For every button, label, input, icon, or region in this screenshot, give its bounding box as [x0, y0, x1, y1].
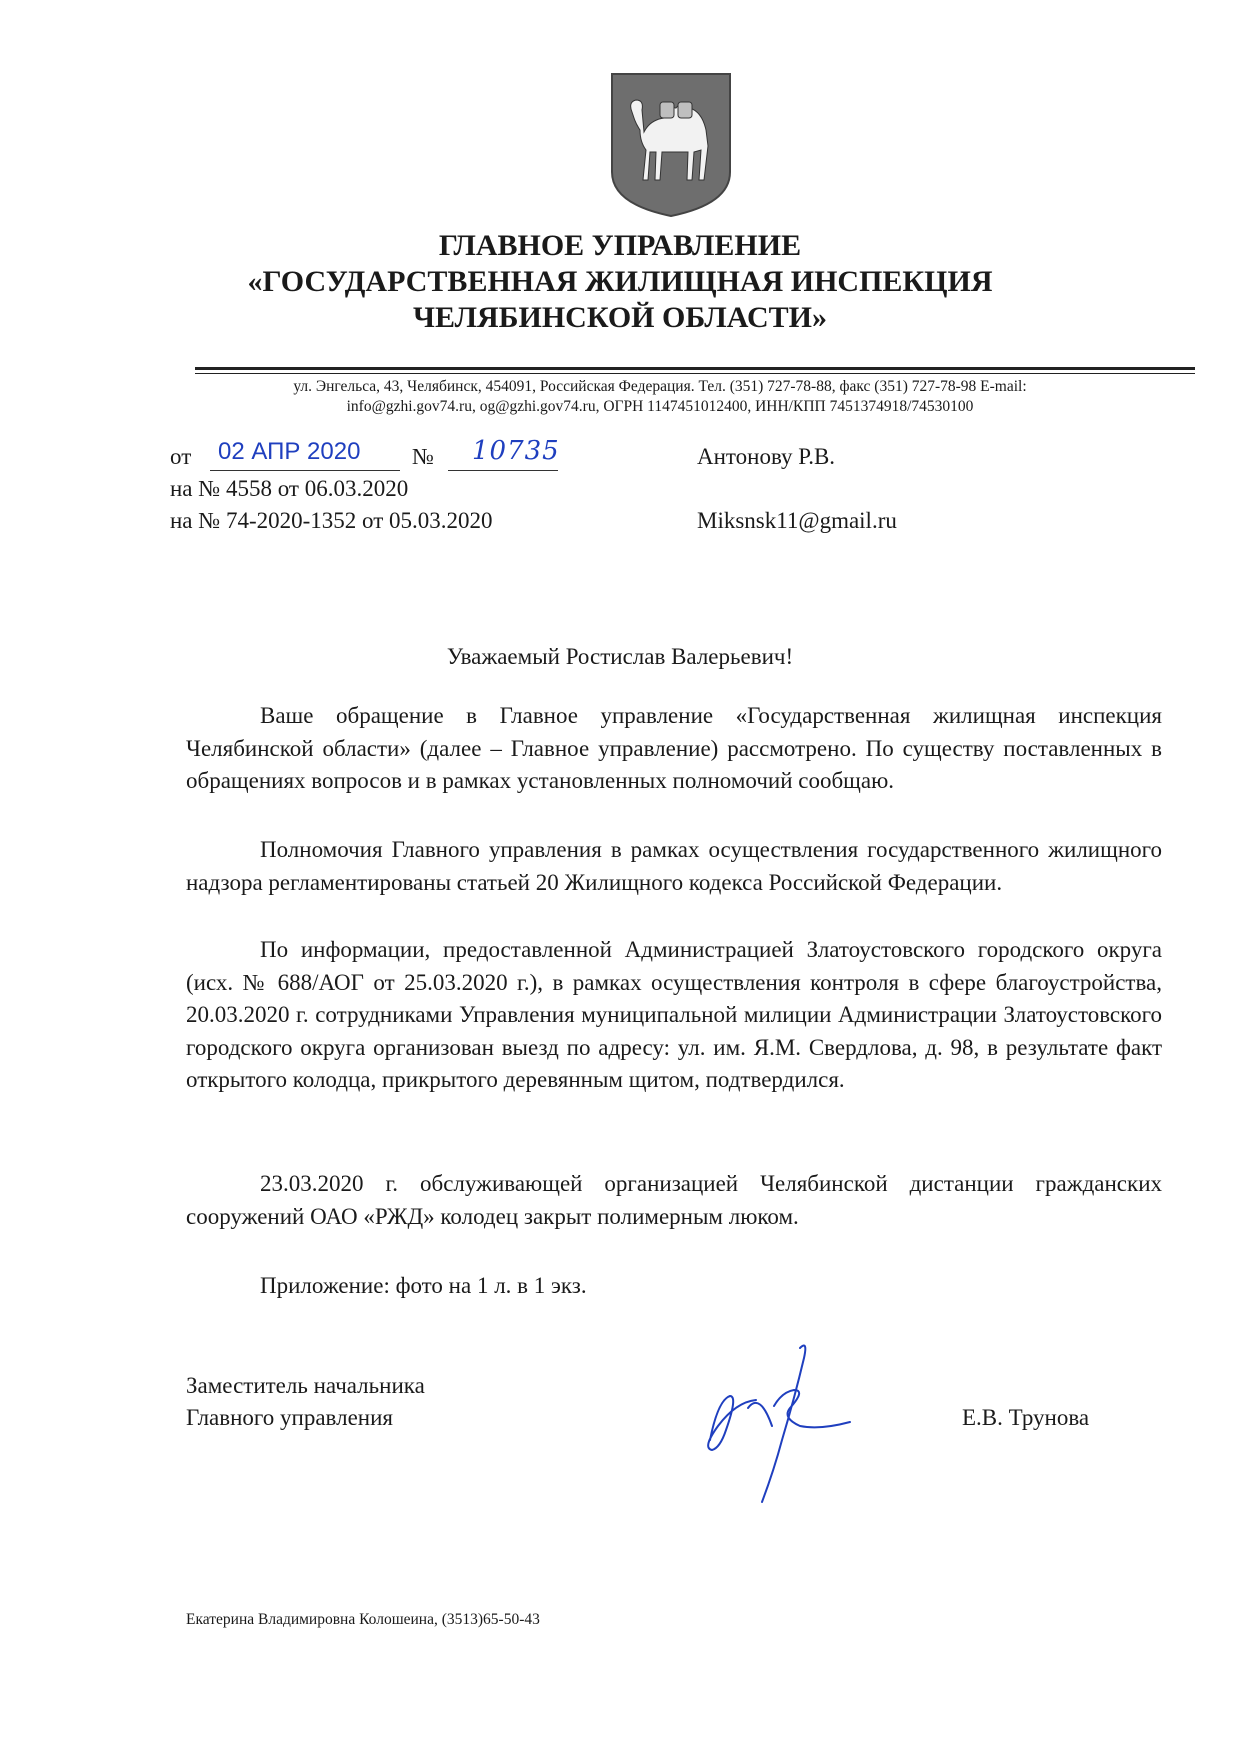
date-underline: [210, 470, 400, 471]
recipient-email: Miksnsk11@gmail.ru: [697, 508, 897, 533]
reference-1: на № 4558 от 06.03.2020: [170, 476, 409, 501]
coat-of-arms-emblem: [610, 72, 732, 218]
header-rule-thick: [195, 367, 1195, 370]
contacts-line-2: info@gzhi.gov74.ru, og@gzhi.gov74.ru, ОГРН 1147451012400, ИНН/КПП 7451374918/74530100: [346, 398, 974, 415]
date-stamp: 02 АПР 2020: [218, 438, 361, 465]
number-label: №: [412, 444, 434, 469]
recipient-name: Антонову Р.В.: [697, 444, 836, 469]
contacts-line-1: ул. Энгельса, 43, Челябинск, 454091, Российская Федерация. Тел. (351) 727-78-88, факс (351) 727-78-98 E-mail:: [293, 378, 1027, 395]
org-title-line-3: ЧЕЛЯБИНСКОЙ ОБЛАСТИ»: [413, 301, 827, 334]
from-label: от: [170, 444, 192, 469]
org-title-line-1: ГЛАВНОЕ УПРАВЛЕНИЕ: [438, 229, 802, 262]
signatory-name: Е.В. Трунова: [962, 1405, 1090, 1430]
signatory-position-2: Главного управления: [186, 1405, 393, 1430]
registration-number: 10735: [472, 436, 560, 466]
reference-2: на № 74-2020-1352 от 05.03.2020: [170, 508, 493, 533]
org-title-line-2: «ГОСУДАРСТВЕННАЯ ЖИЛИЩНАЯ ИНСПЕКЦИЯ: [247, 265, 993, 298]
executor-info: Екатерина Владимировна Колошеина, (3513)65-50-43: [186, 1611, 540, 1628]
body-paragraph-1: Ваше обращение в Главное управление «Государственная жилищная инспекция Челябинской области» (далее – Главное управление) рассмотрено. По существу поставленных в обращениях вопросов и в рамках установленных полномочий сообщаю.: [186, 703, 1162, 793]
number-underline: [448, 470, 558, 471]
signatory-position-1: Заместитель начальника: [186, 1373, 425, 1398]
body-paragraph-3: По информации, предоставленной Администрацией Златоустовского городского округа (исх. № 688/АОГ от 25.03.2020 г.), в рамках осуществления контроля в сфере благоустройства, 20.03.2020 г. сотрудниками Управления муниципальной милиции Администрации Златоустовского городского округа организован выезд по адресу: ул. им. Я.М. Свердлова, д. 98, в результате факт открытого колодца, прикрытого деревянным щитом, подтвердился.: [186, 937, 1162, 1092]
salutation: Уважаемый Ростислав Валерьевич!: [446, 644, 794, 669]
header-rule-thin: [195, 373, 1195, 374]
attachment-note: Приложение: фото на 1 л. в 1 экз.: [260, 1273, 587, 1298]
handwritten-signature: [690, 1330, 870, 1510]
body-paragraph-4: 23.03.2020 г. обслуживающей организацией Челябинской дистанции гражданских сооружений ОАО «РЖД» колодец закрыт полимерным люком.: [186, 1171, 1162, 1229]
body-paragraph-2: Полномочия Главного управления в рамках осуществления государственного жилищного надзора регламентированы статьей 20 Жилищного кодекса Российской Федерации.: [186, 837, 1162, 895]
